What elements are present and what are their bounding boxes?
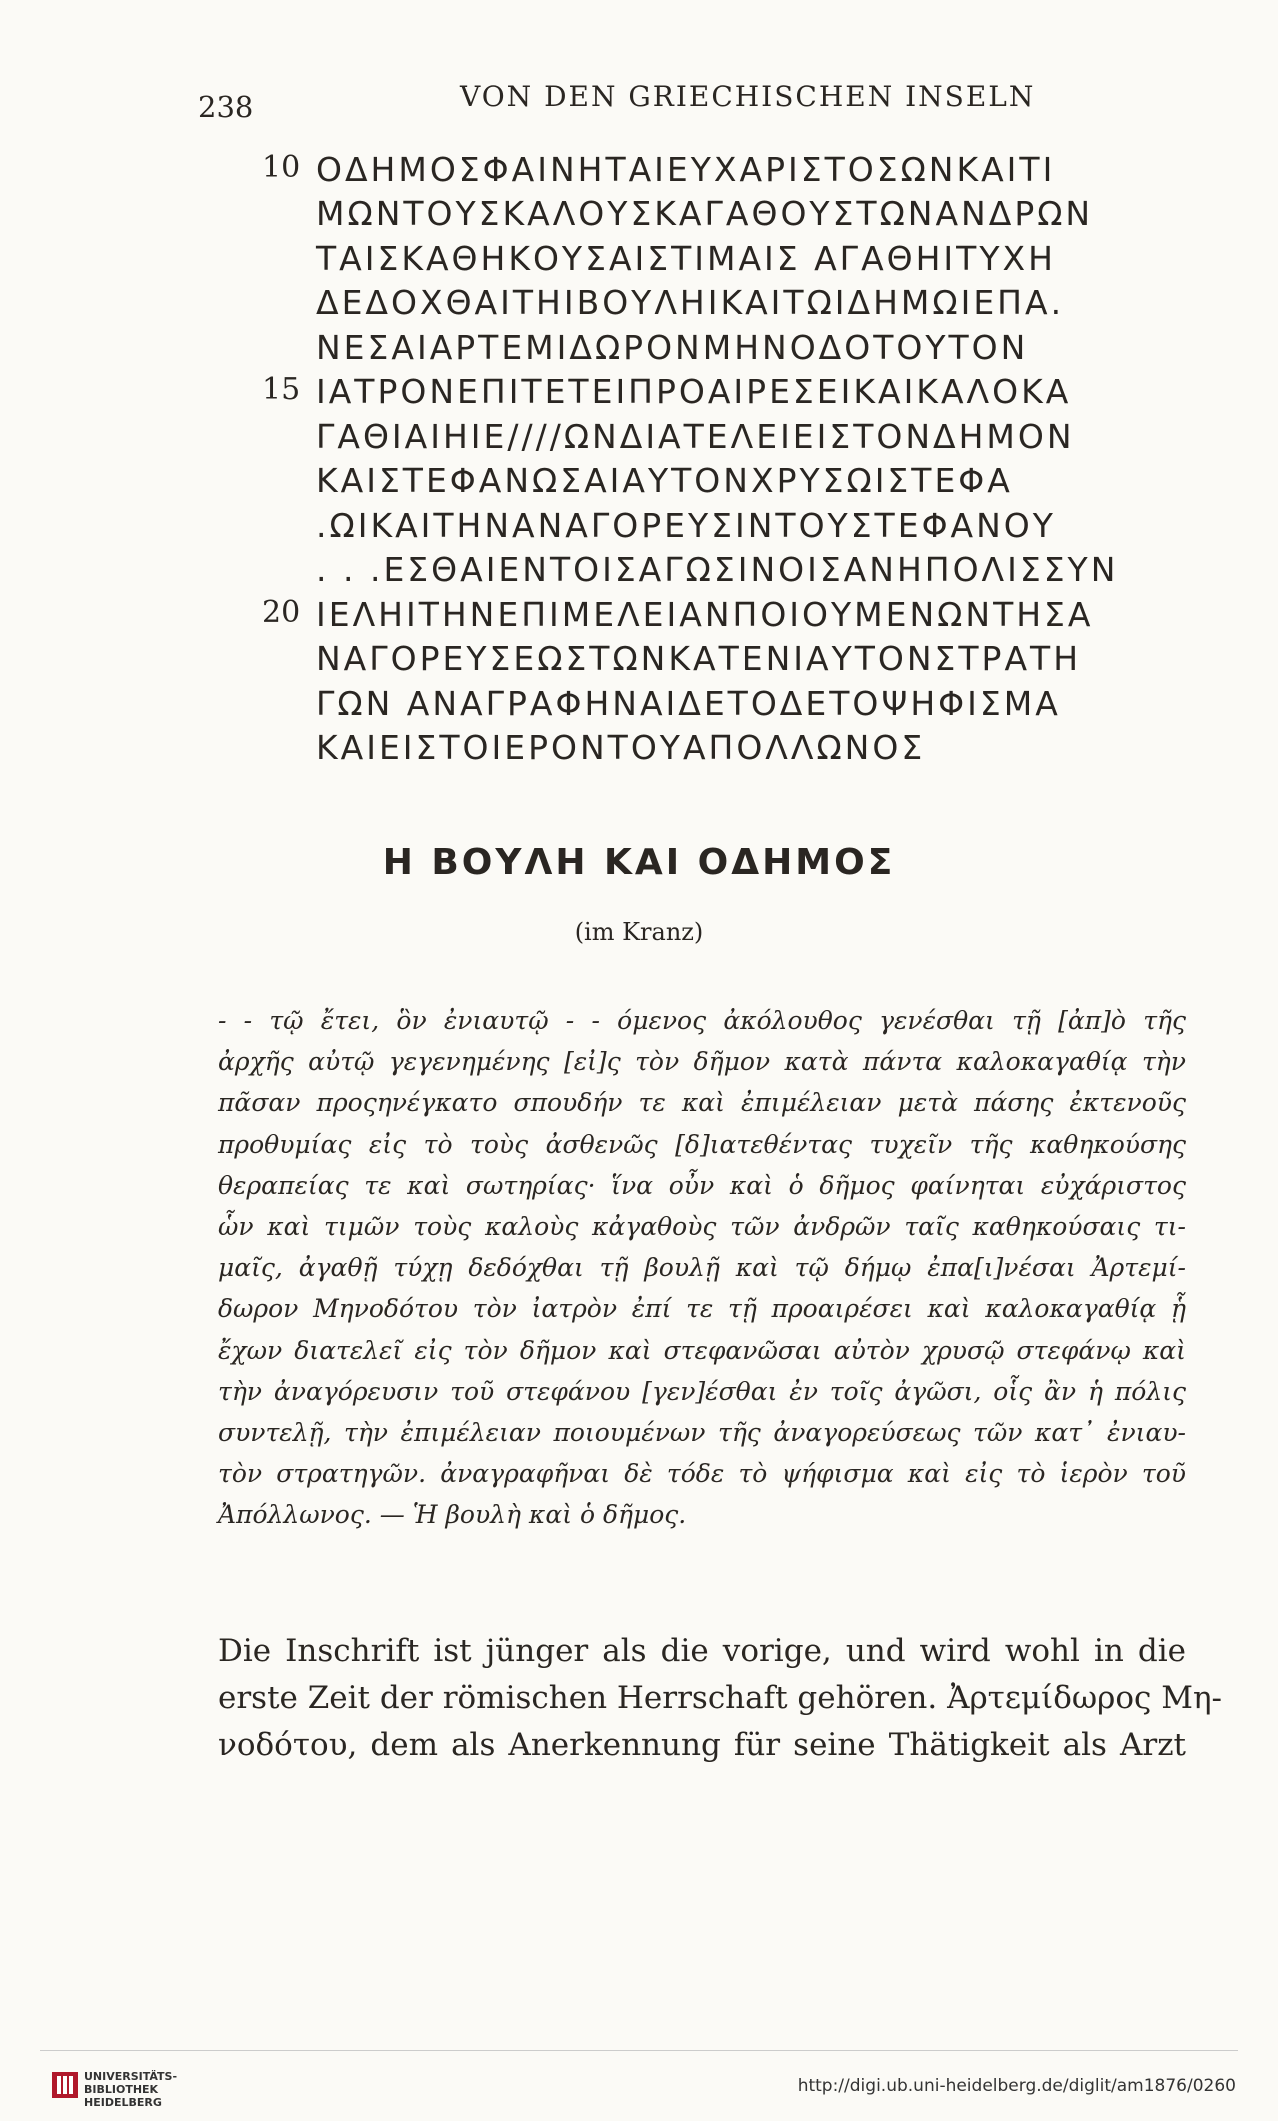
commentary-line: erste Zeit der römischen Herrschaft gehören. Ἀρτεμίδωρος Μη- bbox=[218, 1680, 1223, 1716]
inscription-line: ΤΑΙΣΚΑΘΗΚΟΥΣΑΙΣΤΙΜΑΙΣ ΑΓΑΘΗΙΤΥΧΗ bbox=[316, 239, 1056, 278]
commentary-paragraph bbox=[218, 1628, 1223, 1769]
inscription-line: ΔΕΔΟΧΘΑΙΤΗΙΒΟΥΛΗΙΚΑΙΤΩΙΔΗΜΩΙΕΠΑ. bbox=[316, 283, 1065, 322]
library-name-line: BIBLIOTHEK bbox=[84, 2083, 159, 2096]
inscription-line: ΜΩΝΤΟΥΣΚΑΛΟΥΣΚΑΓΑΘΟΥΣΤΩΝΑΝΔΡΩΝ bbox=[316, 194, 1094, 233]
line-number: 15 bbox=[262, 372, 301, 407]
running-head: VON DEN GRIECHISCHEN INSELN bbox=[460, 80, 1036, 113]
library-logo-icon bbox=[52, 2072, 78, 2098]
transcription-line: ὧν καὶ τιμῶν τοὺς καλοὺς κἀγαθοὺς τῶν ἀνδρῶν ταῖς καθηκούσαις τι- bbox=[218, 1212, 1186, 1242]
source-url-link[interactable]: http://digi.ub.uni-heidelberg.de/diglit/am1876/0260 bbox=[797, 2076, 1236, 2096]
line-number: 10 bbox=[262, 150, 301, 185]
transcription-line: Ἀπόλλωνος. — Ἡ βουλὴ καὶ ὁ δῆμος. bbox=[218, 1500, 687, 1530]
inscription-line: ΓΩΝ ΑΝΑΓΡΑΦΗΝΑΙΔΕΤΟΔΕΤΟΨΗΦΙΣΜΑ bbox=[316, 684, 1061, 723]
transcription-line: πᾶσαν προςηνέγκατο σπουδήν τε καὶ ἐπιμέλειαν μετὰ πάσης ἐκτενοῦς bbox=[218, 1088, 1186, 1118]
transcription-line: θεραπείας τε καὶ σωτηρίας· ἵνα οὖν καὶ ὁ δῆμος φαίνηται εὐχάριστος bbox=[218, 1170, 1186, 1200]
transcription-line: συντελῇ, τὴν ἐπιμέλειαν ποιουμένων τῆς ἀναγορεύσεως τῶν κατ᾽ ἐνιαυ- bbox=[218, 1418, 1186, 1448]
commentary-line: νοδότου, dem als Anerkennung für seine Thätigkeit als Arzt bbox=[218, 1727, 1186, 1763]
inscription-line: ΙΑΤΡΟΝΕΠΙΤΕΤΕΙΠΡΟΑΙΡΕΣΕΙΚΑΙΚΑΛΟΚΑ bbox=[316, 372, 1072, 411]
footer-divider bbox=[40, 2050, 1238, 2051]
transcription-line: ἀρχῆς αὐτῷ γεγενημένης [εἰ]ς τὸν δῆμον κατὰ πάντα καλοκαγαθίᾳ τὴν bbox=[218, 1047, 1186, 1077]
library-name bbox=[84, 2070, 177, 2109]
line-number: 20 bbox=[262, 595, 301, 630]
transcription-line: τὴν ἀναγόρευσιν τοῦ στεφάνου [γεν]έσθαι ἐν τοῖς ἀγῶσι, οἷς ἂν ἡ πόλις bbox=[218, 1376, 1186, 1406]
transcription-line: μαῖς, ἀγαθῇ τύχῃ δεδόχθαι τῇ βουλῇ καὶ τῷ δήμῳ ἐπα[ι]νέσαι Ἀρτεμί- bbox=[218, 1253, 1186, 1283]
inscription-line: ΚΑΙΕΙΣΤΟΙΕΡΟΝΤΟΥΑΠΟΛΛΩΝΟΣ bbox=[316, 728, 926, 767]
inscription-line: ΓΑΘΙΑΙΗΙΕ////ΩΝΔΙΑΤΕΛΕΙΕΙΣΤΟΝΔΗΜΟΝ bbox=[316, 417, 1075, 456]
transcription-line: - - τῷ ἔτει, ὃν ἐνιαυτῷ - - όμενος ἀκόλουθος γενέσθαι τῇ [ἀπ]ὸ τῆς bbox=[218, 1006, 1186, 1035]
library-name-line: UNIVERSITÄTS- bbox=[84, 2070, 178, 2083]
inscription-line: ΝΑΓΟΡΕΥΣΕΩΣΤΩΝΚΑΤΕΝΙΑΥΤΟΝΣΤΡΑΤΗ bbox=[316, 639, 1082, 678]
inscription-line: ΙΕΛΗΙΤΗΝΕΠΙΜΕΛΕΙΑΝΠΟΙΟΥΜΕΝΩΝΤΗΣΑ bbox=[316, 595, 1094, 634]
wreath-note: (im Kranz) bbox=[574, 918, 704, 946]
commentary-line: Die Inschrift ist jünger als die vorige, und wird wohl in die bbox=[218, 1633, 1186, 1669]
inscription-line: ΝΕΣΑΙΑΡΤΕΜΙΔΩΡΟΝΜΗΝΟΔΟΤΟΥΤΟΝ bbox=[316, 328, 1029, 367]
greek-transcription bbox=[218, 1000, 1186, 1536]
transcription-line: δωρον Μηνοδότου τὸν ἰατρὸν ἐπί τε τῇ προαιρέσει καὶ καλοκαγαθίᾳ ᾗ bbox=[218, 1294, 1186, 1324]
inscription-line: .ΩΙΚΑΙΤΗΝΑΝΑΓΟΡΕΥΣΙΝΤΟΥΣΤΕΦΑΝΟΥ bbox=[316, 506, 1056, 545]
page-number: 238 bbox=[198, 90, 254, 124]
library-name-line: HEIDELBERG bbox=[84, 2096, 162, 2109]
transcription-line: προθυμίας εἰς τὸ τοὺς ἀσθενῶς [δ]ιατεθέντας τυχεῖν τῆς καθηκούσης bbox=[218, 1129, 1186, 1159]
transcription-line: τὸν στρατηγῶν. ἀναγραφῆναι δὲ τόδε τὸ ψήφισμα καὶ εἰς τὸ ἱερὸν τοῦ bbox=[218, 1459, 1186, 1489]
wreath-heading: Η ΒΟΥΛΗ ΚΑΙ ΟΔΗΜΟΣ bbox=[382, 842, 896, 883]
inscription-line: ΚΑΙΣΤΕΦΑΝΩΣΑΙΑΥΤΟΝΧΡΥΣΩΙΣΤΕΦΑ bbox=[316, 461, 1013, 500]
inscription-line: . . .ΕΣΘΑΙΕΝΤΟΙΣΑΓΩΣΙΝΟΙΣΑΝΗΠΟΛΙΣΣΥΝ bbox=[316, 550, 1119, 589]
transcription-line: ἔχων διατελεῖ εἰς τὸν δῆμον καὶ στεφανῶσαι αὐτὸν χρυσῷ στεφάνῳ καὶ bbox=[218, 1335, 1186, 1365]
inscription-line: ΟΔΗΜΟΣΦΑΙΝΗΤΑΙΕΥΧΑΡΙΣΤΟΣΩΝΚΑΙΤΙ bbox=[316, 150, 1056, 189]
